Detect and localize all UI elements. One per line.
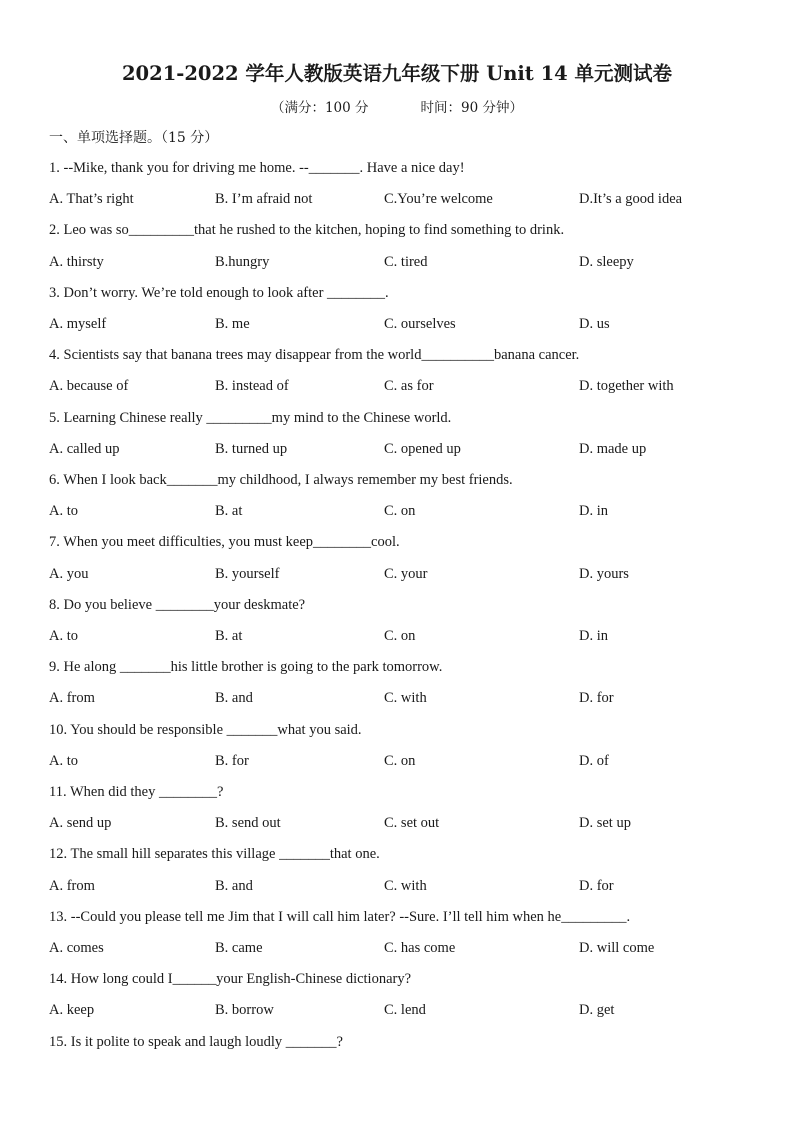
question-1-option-c: C.You’re welcome: [384, 191, 493, 208]
question-11-option-a: A. send up: [49, 815, 112, 832]
question-11-stem: 11. When did they ________?: [49, 784, 224, 800]
question-13-option-a: A. comes: [49, 940, 104, 956]
question-5-option-c: C. opened up: [384, 440, 461, 457]
question-11-option-b: B. send out: [215, 815, 281, 832]
question-10-option-a: A. to: [49, 752, 78, 769]
question-12-option-c: C. with: [384, 877, 427, 894]
question-3-option-a: A. myself: [49, 316, 107, 332]
question-11-options: [49, 812, 749, 834]
full-score: （满分：100 分: [270, 100, 369, 116]
question-10-option-d: D. of: [579, 752, 609, 769]
question-5-option-d: D. made up: [579, 440, 647, 457]
question-7-option-c: C. your: [384, 565, 428, 582]
question-4-option-b: B. instead of: [215, 378, 289, 395]
page-title: 2021-2022 学年人教版英语九年级下册 Unit 14 单元测试卷: [121, 62, 673, 85]
question-6-stem: 6. When I look back_______my childhood, I always remember my best friends.: [49, 472, 513, 488]
question-14-option-d: D. get: [579, 1002, 615, 1019]
question-10-options: [49, 750, 749, 772]
question-14-option-c: C. lend: [384, 1002, 426, 1019]
question-2-option-a: A. thirsty: [49, 253, 104, 270]
question-8-option-c: C. on: [384, 628, 416, 644]
question-7-option-d: D. yours: [579, 565, 629, 582]
question-11-option-d: D. set up: [579, 815, 631, 832]
question-5-option-a: A. called up: [49, 440, 120, 457]
question-4-options: [49, 375, 749, 397]
question-8-option-d: D. in: [579, 628, 608, 644]
question-14-option-b: B. borrow: [215, 1002, 274, 1019]
question-4-option-c: C. as for: [384, 378, 434, 395]
question-7-stem: 7. When you meet difficulties, you must keep________cool.: [49, 534, 400, 551]
question-2-stem: 2. Leo was so_________that he rushed to the kitchen, hoping to find something to drink.: [49, 222, 565, 239]
question-3-stem: 3. Don’t worry. We’re told enough to look after ________.: [49, 284, 389, 301]
question-7-option-b: B. yourself: [215, 565, 280, 582]
question-8-stem: 8. Do you believe ________your deskmate?: [49, 596, 306, 613]
question-6-option-d: D. in: [579, 503, 608, 520]
question-1-option-d: D.It’s a good idea: [579, 191, 683, 208]
question-1-option-a: A. That’s right: [49, 191, 134, 208]
question-9-options: [49, 687, 749, 709]
section-heading: 一、单项选择题。（15 分）: [49, 130, 219, 146]
question-12-stem: 12. The small hill separates this village _______that one.: [49, 846, 380, 863]
question-9-option-c: C. with: [384, 690, 427, 707]
question-5-option-b: B. turned up: [215, 440, 288, 457]
question-11-option-c: C. set out: [384, 815, 440, 832]
question-6-option-b: B. at: [215, 503, 243, 520]
question-3-options: [49, 313, 749, 335]
question-13-options: [49, 937, 749, 959]
question-1-option-b: B. I’m afraid not: [215, 191, 313, 208]
question-4-option-a: A. because of: [49, 378, 129, 395]
question-8-option-a: A. to: [49, 628, 78, 644]
question-5-options: [49, 438, 749, 460]
question-9-option-b: B. and: [215, 690, 253, 707]
question-3-option-d: D. us: [579, 316, 610, 332]
question-4-option-d: D. together with: [579, 378, 674, 395]
question-9-option-d: D. for: [579, 690, 614, 707]
question-3-option-b: B. me: [215, 316, 250, 332]
question-10-option-b: B. for: [215, 752, 249, 769]
question-12-options: [49, 875, 749, 897]
question-12-option-a: A. from: [49, 877, 95, 894]
time-limit: 时间：90 分钟）: [420, 100, 524, 116]
question-12-option-b: B. and: [215, 877, 253, 894]
question-7-options: [49, 563, 749, 585]
question-12-option-d: D. for: [579, 877, 614, 894]
question-3-option-c: C. ourselves: [384, 316, 456, 332]
question-8-option-b: B. at: [215, 628, 243, 644]
exam-info: [0, 96, 794, 116]
question-13-stem: 13. --Could you please tell me Jim that I will call him later? --Sure. I’ll tell him when he_________.: [49, 908, 631, 925]
question-13-option-b: B. came: [215, 940, 263, 956]
question-4-stem: 4. Scientists say that banana trees may disappear from the world__________banana cancer.: [49, 347, 580, 364]
question-2-options: [49, 251, 749, 273]
question-2-option-d: D. sleepy: [579, 253, 634, 270]
question-6-options: [49, 500, 749, 522]
question-15-stem: 15. Is it polite to speak and laugh loudly _______?: [49, 1033, 343, 1050]
question-13-option-c: C. has come: [384, 940, 456, 956]
question-14-stem: 14. How long could I______your English-Chinese dictionary?: [49, 971, 412, 988]
question-7-option-a: A. you: [49, 565, 89, 582]
question-2-option-b: B.hungry: [215, 253, 270, 270]
question-8-options: [49, 625, 749, 647]
question-1-options: [49, 188, 749, 210]
question-14-option-a: A. keep: [49, 1002, 95, 1019]
question-6-option-a: A. to: [49, 503, 78, 520]
question-10-stem: 10. You should be responsible _______what you said.: [49, 721, 362, 738]
question-14-options: [49, 999, 749, 1021]
question-9-option-a: A. from: [49, 690, 95, 707]
question-6-option-c: C. on: [384, 503, 416, 520]
question-9-stem: 9. He along _______his little brother is going to the park tomorrow.: [49, 659, 443, 676]
question-1-stem: 1. --Mike, thank you for driving me home. --_______. Have a nice day!: [49, 160, 465, 176]
question-10-option-c: C. on: [384, 752, 416, 769]
question-2-option-c: C. tired: [384, 253, 428, 270]
question-13-option-d: D. will come: [579, 940, 655, 956]
question-5-stem: 5. Learning Chinese really _________my mind to the Chinese world.: [49, 409, 452, 426]
